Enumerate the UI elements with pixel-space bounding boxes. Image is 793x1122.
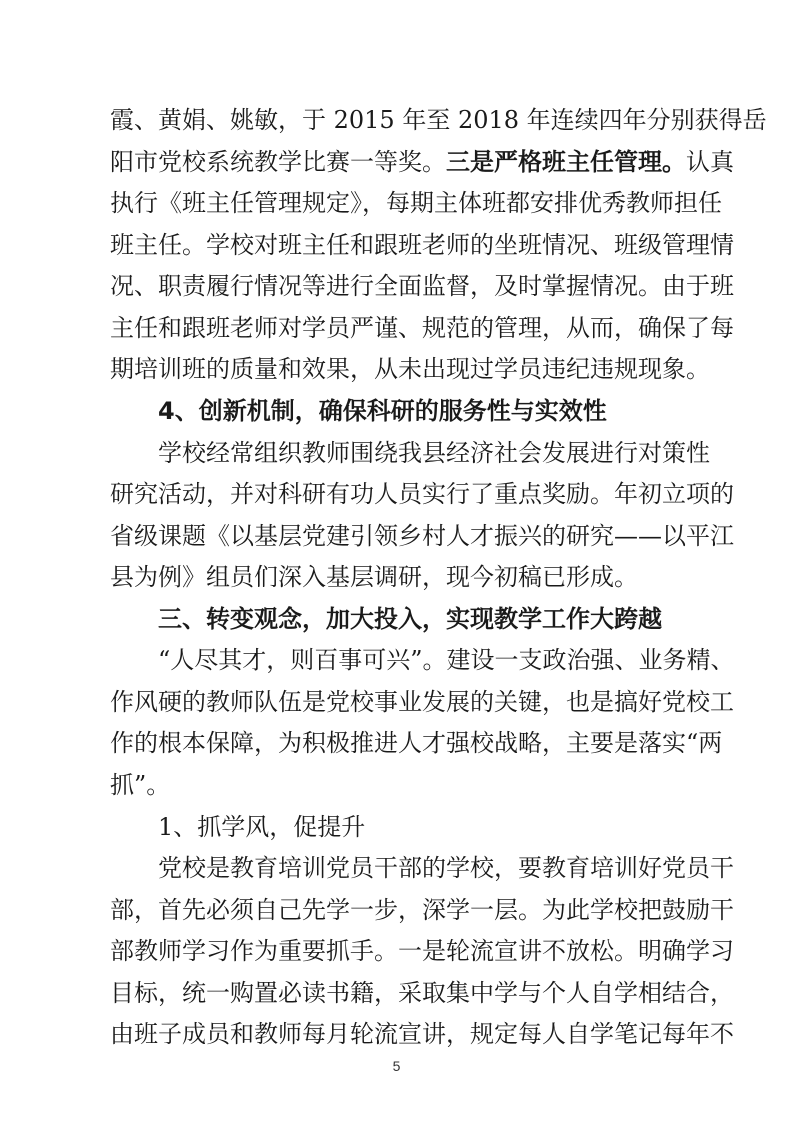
chapter-heading: 三、转变观念，加大投入，实现教学工作大跨越 xyxy=(158,605,662,633)
paragraph-line: 学校经常组织教师围绕我县经济社会发展进行对策性 xyxy=(158,439,710,467)
paragraph-line: 主任和跟班老师对学员严谨、规范的管理，从而，确保了每 xyxy=(110,314,734,342)
paragraph-text: 阳市党校系统教学比赛一等奖。 xyxy=(110,148,446,176)
paragraph-line: 县为例》组员们深入基层调研，现今初稿已形成。 xyxy=(110,563,638,591)
paragraph-line: 目标，统一购置必读书籍，采取集中学与个人自学相结合， xyxy=(110,979,734,1007)
paragraph-line: 执行《班主任管理规定》，每期主体班都安排优秀教师担任 xyxy=(110,189,722,217)
paragraph-line: 作风硬的教师队伍是党校事业发展的关键，也是搞好党校工 xyxy=(110,688,734,716)
paragraph-line: 党校是教育培训党员干部的学校，要教育培训好党员干 xyxy=(158,854,734,882)
paragraph-line: 期培训班的质量和效果，从未出现过学员违纪违规现象。 xyxy=(110,355,710,383)
bold-lead-phrase: 三是严格班主任管理。 xyxy=(446,148,686,176)
paragraph-line: 况、职责履行情况等进行全面监督，及时掌握情况。由于班 xyxy=(110,272,734,300)
paragraph-line xyxy=(110,147,734,177)
section-heading: 4、创新机制，确保科研的服务性与实效性 xyxy=(158,397,607,425)
paragraph-line: 霞、黄娟、姚敏，于 2015 年至 2018 年连续四年分别获得岳 xyxy=(110,106,767,134)
paragraph-line: 班主任。学校对班主任和跟班老师的坐班情况、班级管理情 xyxy=(110,231,734,259)
paragraph-text: 认真 xyxy=(686,148,734,176)
paragraph-line: “人尽其才，则百事可兴”。建设一支政治强、业务精、 xyxy=(158,646,735,674)
paragraph-line: 部，首先必须自己先学一步，深学一层。为此学校把鼓励干 xyxy=(110,896,734,924)
sub-heading: 1、抓学风，促提升 xyxy=(158,813,366,841)
paragraph-line: 抓”。 xyxy=(110,771,171,799)
paragraph-line: 研究活动，并对科研有功人员实行了重点奖励。年初立项的 xyxy=(110,480,734,508)
paragraph-line: 省级课题《以基层党建引领乡村人才振兴的研究——以平江 xyxy=(110,522,734,550)
paragraph-line: 部教师学习作为重要抓手。一是轮流宣讲不放松。明确学习 xyxy=(110,937,734,965)
paragraph-line: 由班子成员和教师每月轮流宣讲，规定每人自学笔记每年不 xyxy=(110,1020,734,1048)
page-number: 5 xyxy=(392,1058,401,1074)
paragraph-line: 作的根本保障，为积极推进人才强校战略，主要是落实“两 xyxy=(110,729,723,757)
